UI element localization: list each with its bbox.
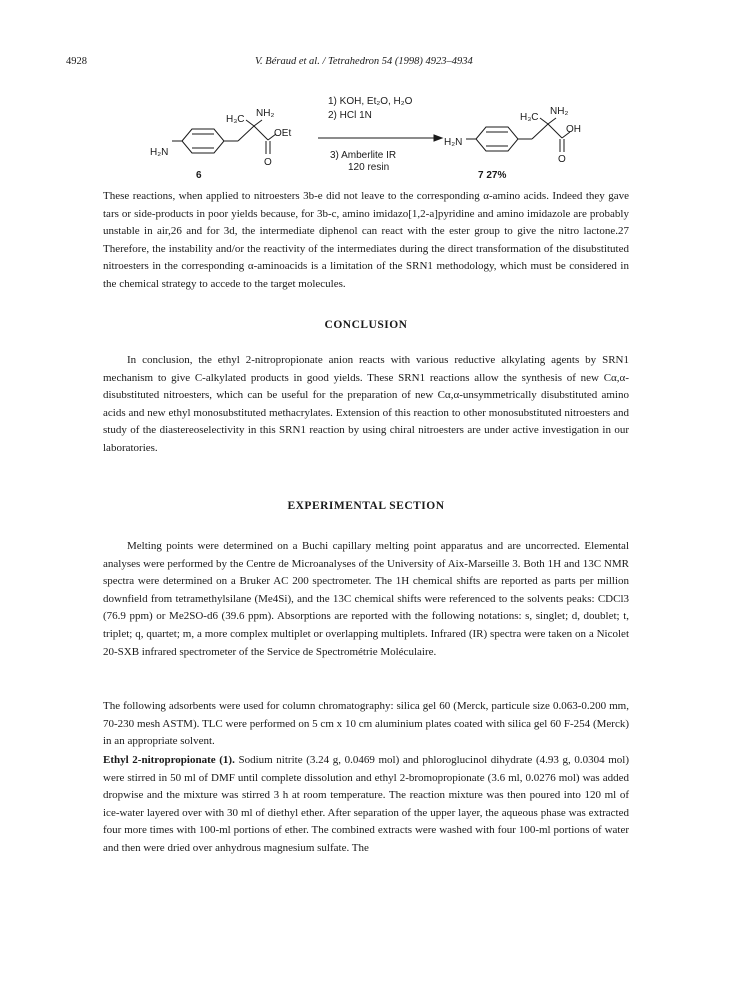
experimental-heading: EXPERIMENTAL SECTION xyxy=(287,500,445,512)
step-1-conditions: 1) KOH, Et₂O, H₂O xyxy=(328,96,413,107)
right-oxygen-label: O xyxy=(558,154,566,165)
step-2-conditions: 2) HCl 1N xyxy=(328,110,372,121)
compound-6-label: 6 xyxy=(196,170,202,181)
right-amine-group: H₂N xyxy=(444,137,463,148)
conclusion-paragraph: In conclusion, the ethyl 2-nitropropionate anion reacts with various reductive alkylating agents by SRN1 mechanism to give C-alkylated products in good yields. These SRN1 reactions allow the synthesis of new Cα,α-disubstituted nitroesters, which can be useful for the preparation of new Cα,α-unsymmetrically disubstituted amino acids and new ethyl monosubstituted methacrylates. Extension of this reaction to other monosubstituted nitroesters and study of the diastereoselectivity in this SRN1 reaction by using chiral nitroesters are under active investigation in our laboratories. xyxy=(103,354,629,454)
compound-7-label: 7 27% xyxy=(478,170,507,181)
compound-1-procedure xyxy=(103,752,629,858)
methods-paragraph: Melting points were determined on a Buchi capillary melting point apparatus and are uncorrected. Elemental analyses were performed by the Centre de Microanalyses of the University of Aix-Marseille 3. Both 1H and 13C NMR spectra were determined on a Bruker AC 200 spectrometer. The 1H chemical shifts are reported as parts per million downfield from tetramethylsilane (Me4Si), and the 13C chemical shifts were referenced to the solvents peaks: CDCl3 (76.9 ppm) or Me2SO-d6 (39.6 ppm). Absorptions are reported with the following notations: s, singlet; d, doublet; t, triplet; q, quartet; m, a more complex multiplet or overlapping multiplets. Infrared (IR) spectra were taken on a Nicolet 20-SXB infrared spectrometer of the Service de Spectrométrie Moléculaire. xyxy=(103,540,629,658)
right-nh2-label: NH₂ xyxy=(550,106,569,117)
left-nh2-label: NH₂ xyxy=(256,108,275,119)
left-methyl-label: H₃C xyxy=(226,114,245,125)
left-oxygen-label: O xyxy=(264,157,272,168)
page-number: 4928 xyxy=(66,56,87,67)
right-methyl-label: H₃C xyxy=(520,112,539,123)
left-ester-label: OEt xyxy=(274,128,292,139)
reaction-scheme xyxy=(150,92,590,184)
left-amine-group: H₂N xyxy=(150,147,169,158)
compound-1-text: Sodium nitrite (3.24 g, 0.0469 mol) and phloroglucinol dihydrate (4.93 g, 0.0304 mol) were stirred in 50 ml of DMF until complete dissolution and ethyl 2-bromopropionate (3.6 ml, 0.0276 mol) was added dropwise and the mixture was stirred 3 h at room temperature. The reaction mixture was then poured into 120 ml of ice-water layered over with 30 ml of diethyl ether. After separation of the upper layer, the aqueous phase was extracted four more times with 100-ml portions of ether. The combined extracts were washed with four 100-ml portions of water and then were dried over anhydrous magnesium sulfate. The xyxy=(103,754,629,854)
step-3-resin: 120 resin xyxy=(348,162,390,173)
compound-1-title: Ethyl 2-nitropropionate (1). xyxy=(103,754,235,766)
conclusion-heading: CONCLUSION xyxy=(324,319,408,331)
step-3-conditions: 3) Amberlite IR xyxy=(330,150,397,161)
running-title: V. Béraud et al. / Tetrahedron 54 (1998) 4923–4934 xyxy=(255,56,473,67)
reaction-scheme-drawing xyxy=(150,92,590,184)
discussion-paragraph: These reactions, when applied to nitroesters 3b-e did not leave to the corresponding α-amino acids. Indeed they gave tars or side-products in poor yields because, for 3b-c, amino imidazo[1,2-a]pyridine and amino imidazole are probably unstable in air,26 and for 3d, the intermediate diphenol can react with the ester group to give the nitro lactone.27 Therefore, the instability and/or the reactivity of the intermediates during the direct transformation of the disubstituted nitroesters in the corresponding α-aminoacids is a limitation of the SRN1 methodology, which must be considered in the chemical strategy to accede to the target molecules. xyxy=(103,190,629,290)
chromatography-paragraph: The following adsorbents were used for column chromatography: silica gel 60 (Merck, particule size 0.063-0.200 mm, 70-230 mesh ASTM). TLC were performed on 5 cm x 10 cm aluminium plates coated with silica gel 60 F-254 (Merck) in an appropriate solvent. xyxy=(103,700,629,748)
right-acid-label: OH xyxy=(566,124,581,135)
